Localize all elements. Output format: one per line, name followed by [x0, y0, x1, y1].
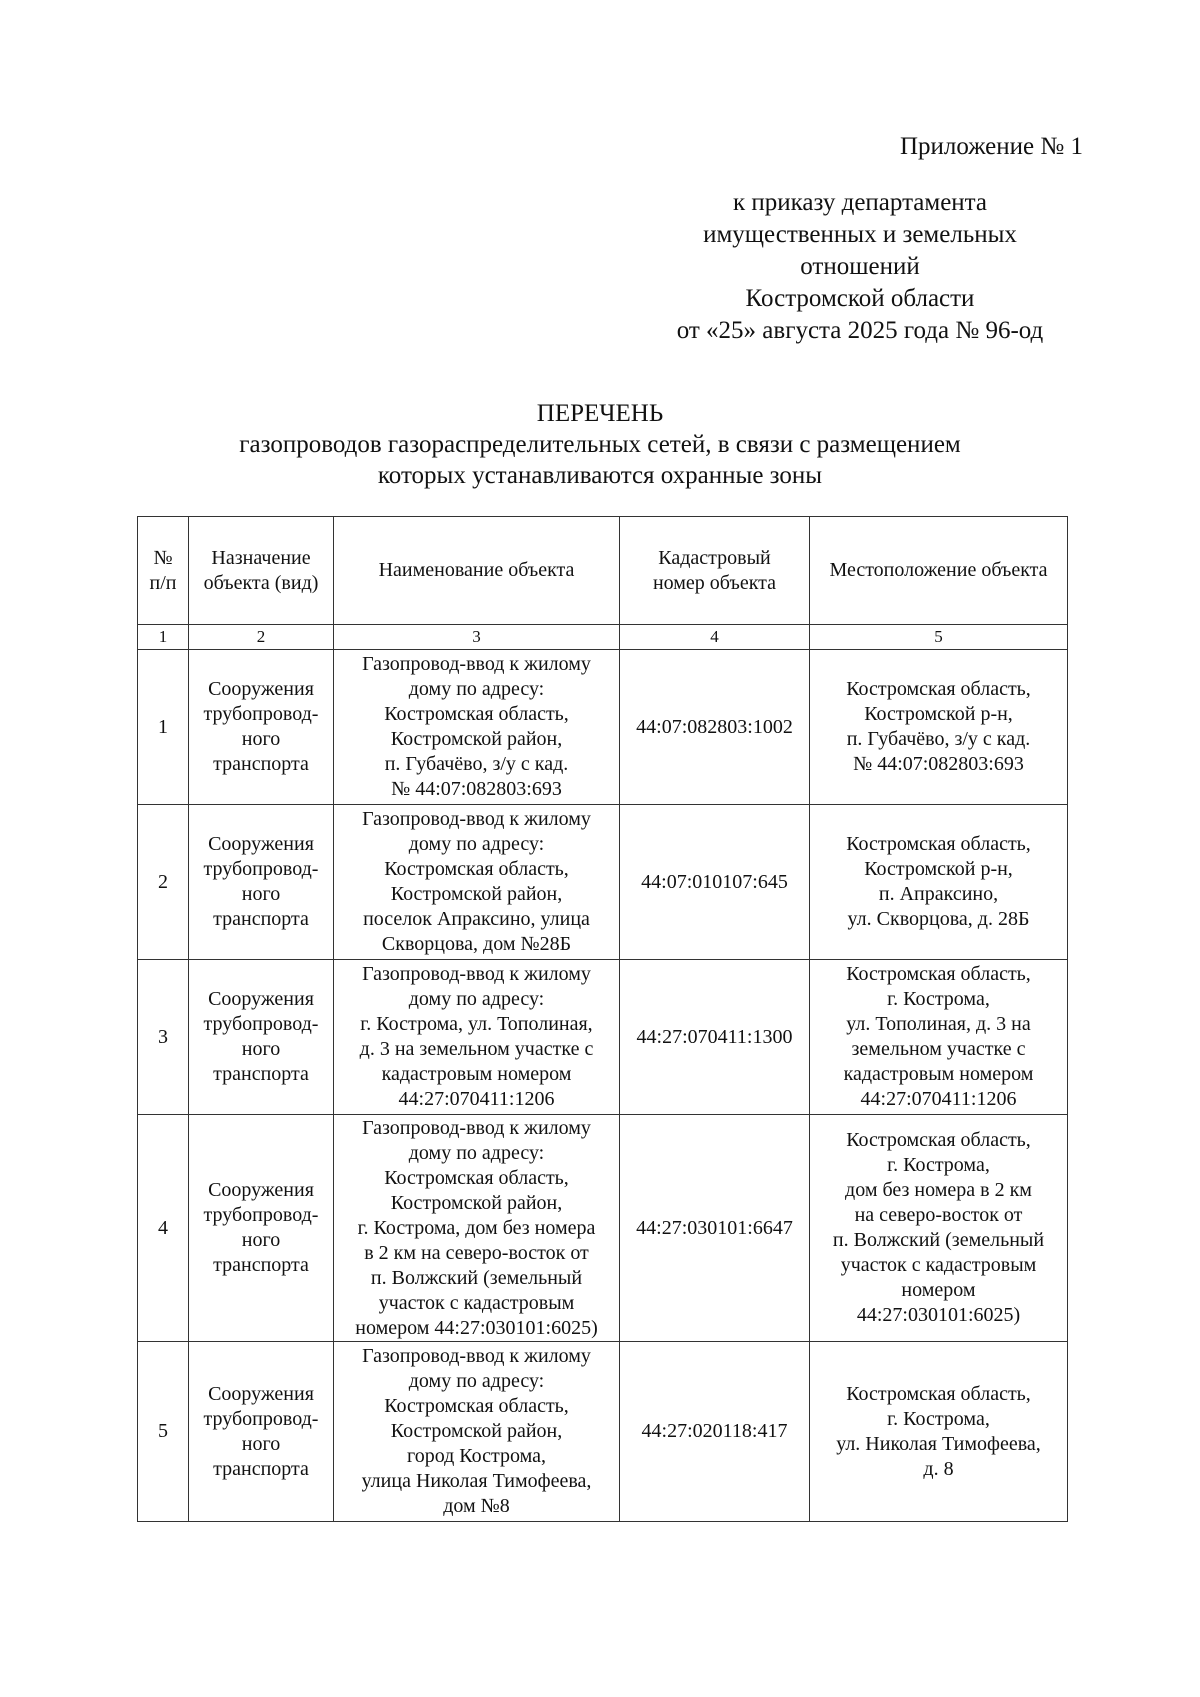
header-cell-location — [810, 517, 1068, 625]
object-name-cell — [334, 960, 620, 1115]
table-row — [138, 805, 1068, 960]
cell-text-line: дом без номера в 2 км — [845, 1179, 1032, 1201]
cell-text-line: ного — [241, 1432, 281, 1455]
cell-text-line: Сооружения — [208, 1179, 314, 1201]
cell-text-line: ного — [241, 728, 281, 750]
table-header-row — [138, 517, 1068, 625]
cadastral-number-cell: 44:07:010107:645 — [620, 805, 810, 960]
cell-text-line: номер объекта — [652, 571, 777, 594]
column-number: 4 — [620, 625, 810, 650]
cell-text-line: трубопровод- — [203, 1407, 319, 1430]
object-name-cell — [334, 1115, 620, 1342]
cell-text-line: трубопровод- — [203, 1013, 319, 1035]
title-heading: ПЕРЕЧЕНЬ — [536, 400, 664, 427]
cell-text-line: дому по адресу: — [408, 678, 545, 700]
object-name-cell — [334, 650, 620, 805]
cell-text-line: дому по адресу: — [408, 988, 545, 1010]
column-number: 1 — [138, 625, 189, 650]
cell-text-line: Костромская область, — [846, 833, 1031, 855]
cell-text-line: п/п — [149, 571, 177, 594]
pipeline-registry-table — [137, 516, 1068, 1522]
cadastral-number-cell: 44:27:030101:6647 — [620, 1115, 810, 1342]
cell-text-line: на северо-восток от — [854, 1204, 1023, 1226]
cell-text-line: кадастровым номером — [381, 1063, 572, 1085]
cell-text-line: улица Николая Тимофеева, — [361, 1470, 592, 1492]
order-ref-line: Костромской области — [745, 285, 975, 312]
column-number: 2 — [189, 625, 334, 650]
row-number-cell: 2 — [138, 805, 189, 960]
cell-text-line: Костромская область, — [384, 1166, 569, 1189]
cell-text-line: Газопровод-ввод к жилому — [362, 808, 591, 830]
cell-text-line: Костромская область, — [384, 703, 569, 725]
cell-text-line: Газопровод-ввод к жилому — [362, 1116, 591, 1139]
cell-text-line: номером 44:27:030101:6025) — [355, 1316, 598, 1339]
cell-text-line: Местоположение объекта — [829, 559, 1048, 581]
appendix-label: Приложение № 1 — [899, 133, 1083, 160]
cell-text-line: дому по адресу: — [408, 833, 545, 855]
cell-text-line: Костромская область, — [846, 678, 1031, 700]
header-cell-object-name — [334, 517, 620, 625]
cadastral-number-cell: 44:27:020118:417 — [620, 1342, 810, 1522]
cell-text-line: кадастровым номером — [843, 1063, 1034, 1085]
cell-text-line: участок с кадастровым — [840, 1254, 1037, 1276]
location-cell — [810, 1115, 1068, 1342]
cell-text-line: г. Кострома, — [887, 1154, 990, 1176]
cadastral-number-cell: 44:27:070411:1300 — [620, 960, 810, 1115]
cell-text-line: объекта (вид) — [203, 571, 319, 594]
order-ref-line: от «25» августа 2025 года № 96-од — [676, 317, 1044, 344]
header-cell-purpose — [189, 517, 334, 625]
order-ref-line: имущественных и земельных — [703, 221, 1017, 248]
cell-text-line: п. Губачёво, з/у с кад. — [384, 753, 569, 775]
cell-text-line: транспорта — [213, 753, 309, 775]
table-row — [138, 1342, 1068, 1522]
cell-text-line: д. 8 — [923, 1457, 954, 1480]
cell-text-line: г. Кострома, ул. Тополиная, — [360, 1013, 593, 1035]
header-cell-number — [138, 517, 189, 625]
cell-text-line: ул. Тополиная, д. 3 на — [846, 1013, 1031, 1035]
cell-text-line: г. Кострома, дом без номера — [357, 1216, 596, 1239]
object-type-cell — [189, 960, 334, 1115]
cell-text-line: Наименование объекта — [378, 559, 575, 581]
location-cell — [810, 805, 1068, 960]
cell-text-line: Костромской район, — [390, 1191, 563, 1214]
cell-text-line: трубопровод- — [203, 703, 319, 725]
cell-text-line: Сооружения — [208, 988, 314, 1010]
order-ref-line: отношений — [800, 253, 920, 280]
cell-text-line: № 44:07:082803:693 — [391, 778, 562, 800]
object-name-cell — [334, 1342, 620, 1522]
document-title — [120, 398, 1080, 491]
cell-text-line: Газопровод-ввод к жилому — [362, 653, 591, 675]
cell-text-line: поселок Апраксино, улица — [363, 908, 590, 930]
cell-text-line: Сооружения — [208, 1382, 314, 1405]
cell-text-line: транспорта — [213, 1254, 309, 1276]
cell-text-line: г. Кострома, — [887, 988, 990, 1010]
cell-text-line: дому по адресу: — [408, 1141, 545, 1164]
title-subtitle-line: газопроводов газораспределительных сетей, в связи с размещением — [239, 431, 961, 458]
cadastral-number-cell: 44:07:082803:1002 — [620, 650, 810, 805]
cell-text-line: дом №8 — [443, 1495, 510, 1517]
row-number-cell: 4 — [138, 1115, 189, 1342]
cell-text-line: Костромская область, — [846, 963, 1031, 985]
cell-text-line: ул. Скворцова, д. 28Б — [847, 908, 1030, 930]
cell-text-line: Костромской район, — [390, 1420, 563, 1442]
cell-text-line: трубопровод- — [203, 858, 319, 880]
cell-text-line: № 44:07:082803:693 — [853, 753, 1024, 775]
cell-text-line: Сооружения — [208, 833, 314, 855]
cell-text-line: транспорта — [213, 1457, 309, 1480]
title-subtitle-line: которых устанавливаются охранные зоны — [377, 462, 823, 489]
cell-text-line: Костромская область, — [384, 1395, 569, 1417]
order-ref-line: к приказу департамента — [732, 189, 988, 216]
cell-text-line: город Кострома, — [406, 1445, 547, 1467]
cell-text-line: Костромская область, — [846, 1382, 1031, 1405]
cell-text-line: № — [153, 546, 173, 569]
cell-text-line: Костромской район, — [390, 728, 563, 750]
cell-text-line: г. Кострома, — [887, 1407, 990, 1430]
cell-text-line: Костромская область, — [846, 1129, 1031, 1151]
cell-text-line: 44:27:070411:1206 — [398, 1088, 555, 1110]
column-number: 3 — [334, 625, 620, 650]
cell-text-line: ного — [241, 883, 281, 905]
row-number-cell: 3 — [138, 960, 189, 1115]
column-number: 5 — [810, 625, 1068, 650]
table-row — [138, 1115, 1068, 1342]
cell-text-line: п. Волжский (земельный — [370, 1266, 583, 1289]
cell-text-line: ного — [241, 1038, 281, 1060]
cell-text-line: Костромской р-н, — [864, 858, 1013, 880]
cell-text-line: 44:27:030101:6025) — [856, 1304, 1021, 1326]
object-type-cell — [189, 805, 334, 960]
cell-text-line: трубопровод- — [203, 1204, 319, 1226]
cell-text-line: номером — [901, 1279, 976, 1301]
cell-text-line: 44:27:070411:1206 — [860, 1088, 1017, 1110]
location-cell — [810, 650, 1068, 805]
cell-text-line: Костромская область, — [384, 858, 569, 880]
row-number-cell: 1 — [138, 650, 189, 805]
cell-text-line: Назначение — [211, 546, 311, 569]
cell-text-line: транспорта — [213, 1063, 309, 1085]
cell-text-line: Сооружения — [208, 678, 314, 700]
cell-text-line: Кадастровый — [658, 546, 771, 569]
object-name-cell — [334, 805, 620, 960]
object-type-cell — [189, 1342, 334, 1522]
object-type-cell — [189, 1115, 334, 1342]
order-reference — [600, 187, 1120, 347]
cell-text-line: транспорта — [213, 908, 309, 930]
cell-text-line: д. 3 на земельном участке с — [359, 1038, 594, 1060]
cell-text-line: Костромской р-н, — [864, 703, 1013, 725]
cell-text-line: Скворцова, дом №28Б — [381, 933, 572, 955]
cell-text-line: п. Волжский (земельный — [832, 1229, 1045, 1251]
cell-text-line: участок с кадастровым — [378, 1291, 575, 1314]
cell-text-line: п. Апраксино, — [878, 883, 999, 905]
cell-text-line: Газопровод-ввод к жилому — [362, 1345, 591, 1367]
header-cell-cadastral-number — [620, 517, 810, 625]
cell-text-line: Костромской район, — [390, 883, 563, 905]
cell-text-line: п. Губачёво, з/у с кад. — [846, 728, 1031, 750]
location-cell — [810, 960, 1068, 1115]
cell-text-line: Газопровод-ввод к жилому — [362, 963, 591, 985]
table-row — [138, 960, 1068, 1115]
location-cell — [810, 1342, 1068, 1522]
cell-text-line: ного — [241, 1229, 281, 1251]
table-row — [138, 650, 1068, 805]
object-type-cell — [189, 650, 334, 805]
cell-text-line: ул. Николая Тимофеева, — [836, 1432, 1041, 1455]
cell-text-line: в 2 км на северо-восток от — [364, 1241, 589, 1264]
row-number-cell: 5 — [138, 1342, 189, 1522]
cell-text-line: дому по адресу: — [408, 1370, 545, 1392]
cell-text-line: земельном участке с — [851, 1038, 1026, 1060]
column-number-row — [138, 625, 1068, 650]
